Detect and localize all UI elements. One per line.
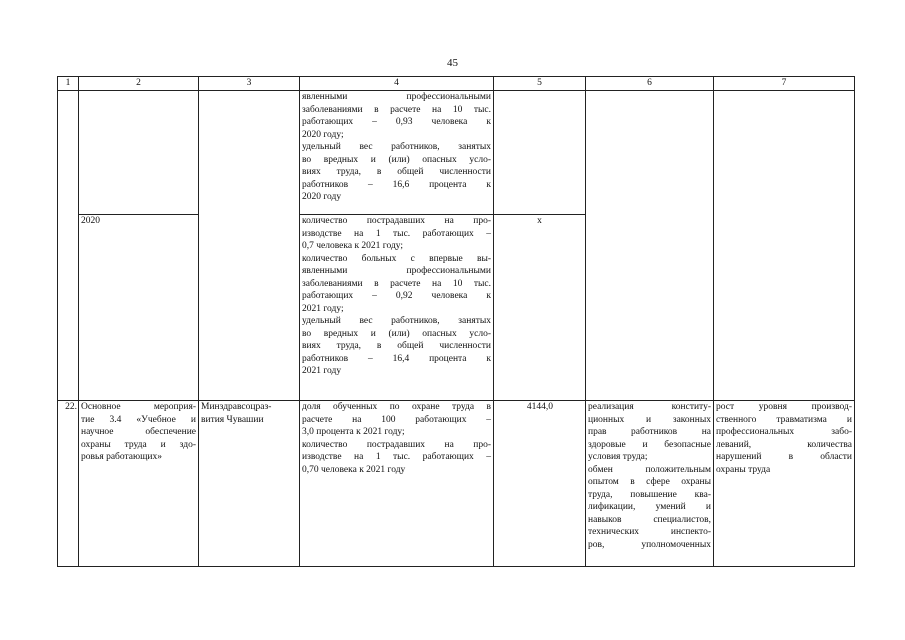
text-line: нарушений в области xyxy=(716,452,852,462)
text-line: навыков специалистов, xyxy=(588,514,711,525)
cell-event xyxy=(79,91,199,215)
text-line: 2020 году; xyxy=(302,129,344,140)
text-line: заболеваниями в расчете на 10 тыс. xyxy=(302,278,491,289)
text-line: 3,0 процента к 2021 году; xyxy=(302,427,405,437)
column-number: 3 xyxy=(199,77,300,91)
cell-funding xyxy=(494,91,586,215)
text-line: ственного травматизма и xyxy=(716,414,852,425)
year-label: 2020 xyxy=(81,216,100,226)
text-line: во вредных и (или) опасных усло- xyxy=(302,154,491,165)
text-line: охраны труда и здо- xyxy=(81,439,196,450)
text-line: явленными профессиональными xyxy=(302,92,491,102)
text-line: количество больных с впервые вы- xyxy=(302,253,491,264)
cell-funding xyxy=(494,401,586,567)
text-line: ционных и законных xyxy=(588,414,711,425)
column-number: 1 xyxy=(58,77,79,91)
text-line: вития Чувашии xyxy=(201,414,264,425)
cell-result xyxy=(586,91,714,215)
text-line: 0,7 человека к 2021 году; xyxy=(302,241,404,251)
text-line: заболеваниями в расчете на 10 тыс. xyxy=(302,104,491,115)
cell-number xyxy=(58,215,79,401)
text-line: изводстве на 1 тыс. работающих – xyxy=(302,228,491,239)
cell-indicators xyxy=(300,215,494,401)
text-line: изводстве на 1 тыс. работающих – xyxy=(302,452,491,462)
cell-executor xyxy=(199,215,300,401)
text-line: удельный вес работников, занятых xyxy=(302,142,491,152)
text-line: профессиональных забо- xyxy=(716,427,852,437)
column-numbers-row xyxy=(58,77,855,91)
measures-table xyxy=(57,76,855,567)
column-number: 6 xyxy=(586,77,714,91)
text-line: научное обеспечение xyxy=(81,427,196,437)
text-line: ров, уполномоченных xyxy=(588,539,711,550)
text-line: рост уровня производ- xyxy=(716,402,852,412)
text-line: здоровые и безопасные xyxy=(588,439,711,450)
cell-number xyxy=(58,91,79,215)
cell-funding xyxy=(494,215,586,401)
column-number: 5 xyxy=(494,77,586,91)
text-line: опытом в сфере охраны xyxy=(588,477,711,487)
cell-event xyxy=(79,401,199,567)
text-line: Минздравсоцраз- xyxy=(201,402,272,412)
text-line: расчете на 100 работающих – xyxy=(302,414,491,425)
text-line: труда, повышение ква- xyxy=(588,489,711,500)
page-number: 45 xyxy=(447,57,458,69)
text-line: количество пострадавших на про- xyxy=(302,216,491,226)
cell-consequence xyxy=(714,91,855,215)
funding-value: 4144,0 xyxy=(526,402,553,412)
text-line: доля обученных по охране труда в xyxy=(302,402,491,412)
cell-indicators xyxy=(300,91,494,215)
cell-executor xyxy=(199,91,300,215)
cell-consequence xyxy=(714,401,855,567)
column-number: 2 xyxy=(79,77,199,91)
text-line: во вредных и (или) опасных усло- xyxy=(302,328,491,339)
text-line: охраны труда xyxy=(716,464,771,475)
text-line: явленными профессиональными xyxy=(302,266,491,276)
text-line: технических инспекто- xyxy=(588,527,711,537)
table-row xyxy=(58,91,855,215)
text-line: леваний, количества xyxy=(716,439,852,450)
row-number: 22. xyxy=(65,402,77,412)
text-line: 2020 году xyxy=(302,192,342,202)
text-line: прав работников на xyxy=(588,427,711,437)
cell-consequence xyxy=(714,215,855,401)
text-line: 2021 году; xyxy=(302,303,344,314)
text-line: виях труда, в общей численности xyxy=(302,341,491,351)
text-line: работающих – 0,92 человека к xyxy=(302,291,491,301)
text-line: количество пострадавших на про- xyxy=(302,439,491,450)
cell-result xyxy=(586,215,714,401)
text-line: работников – 16,6 процента к xyxy=(302,179,491,190)
text-line: виях труда, в общей численности xyxy=(302,167,491,177)
text-line: работников – 16,4 процента к xyxy=(302,353,491,364)
table-row xyxy=(58,215,855,401)
text-line: работающих – 0,93 человека к xyxy=(302,117,491,127)
text-line: обмен положительным xyxy=(588,464,711,475)
text-line: 2021 году xyxy=(302,366,342,376)
table-row xyxy=(58,401,855,567)
text-line: условия труда; xyxy=(588,452,648,462)
cell-indicators xyxy=(300,401,494,567)
text-line: реализация конститу- xyxy=(588,402,711,412)
column-number: 4 xyxy=(300,77,494,91)
cell-result xyxy=(586,401,714,567)
cell-executor xyxy=(199,401,300,567)
text-line: 0,70 человека к 2021 году xyxy=(302,464,406,475)
text-line: тие 3.4 «Учебное и xyxy=(81,414,196,425)
funding-value: x xyxy=(537,216,542,226)
cell-number xyxy=(58,401,79,567)
text-line: ровья работающих» xyxy=(81,452,162,462)
text-line: Основное мероприя- xyxy=(81,402,196,412)
text-line: лификации, умений и xyxy=(588,502,711,512)
text-line: удельный вес работников, занятых xyxy=(302,316,491,326)
column-number: 7 xyxy=(714,77,855,91)
cell-year xyxy=(79,215,199,401)
